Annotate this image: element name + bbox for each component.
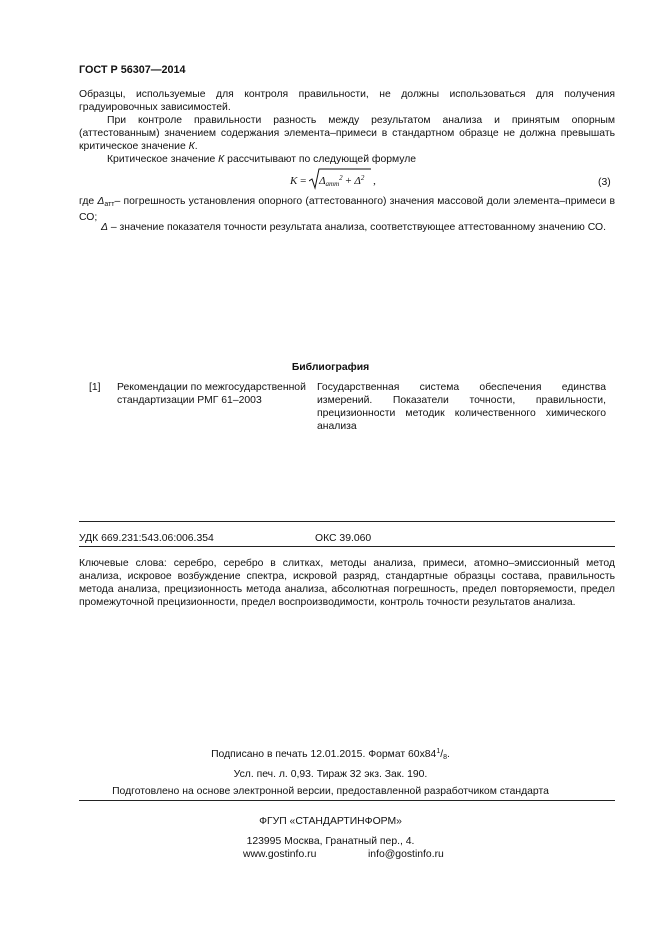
formula-equals: = bbox=[300, 175, 307, 187]
oks-code: ОКС 39.060 bbox=[315, 533, 372, 544]
publisher-address: 123995 Москва, Гранатный пер., 4. bbox=[246, 836, 415, 847]
format-numerator: 1 bbox=[436, 748, 441, 755]
bibliography-item-source: Рекомендации по межгосударственной стандартизации РМГ 61–2003 bbox=[117, 382, 306, 406]
signed-info-end: . bbox=[447, 749, 450, 760]
formula-plus: + bbox=[345, 175, 352, 187]
where-definition-1 bbox=[79, 195, 615, 224]
period: . bbox=[194, 141, 198, 152]
keywords-text: Ключевые слова: серебро, серебро в слитках, методы анализа, примеси, атомно–эмиссионный метод анализа, искровое возбуждение спектра, искровой разряд, стандартные образцы состава, правильность метода анализа, прецизионность метода анализа, абсолютная погрешность, предел повторяемости, предел промежуточной прецизионности, предел воспроизводимости, контроль точности результатов анализа. bbox=[79, 558, 615, 608]
signed-info-text: Подписано в печать 12.01.2015. Формат 60x84 bbox=[211, 749, 437, 760]
paragraph-critical-text: Критическое значение bbox=[107, 154, 219, 165]
paragraph-control-text: При контроле правильности разность между результатом анализа и принятым опорным (аттестованным) значением содержания элемента–примеси в стандартном образце не должна превышать критическое значение bbox=[79, 115, 615, 152]
formula-term1-sup: 2 bbox=[339, 174, 343, 182]
where-definition-2-text: – значение показателя точности результата анализа, соответствующее аттестованному значению СО. bbox=[107, 222, 606, 233]
paragraph-samples bbox=[79, 88, 615, 114]
sqrt-radical bbox=[309, 172, 364, 191]
udk-code: УДК 669.231:543.06:006.354 bbox=[79, 533, 214, 544]
formula-term1-sub: атт bbox=[325, 180, 340, 188]
publisher-name: ФГУП «СТАНДАРТИНФОРМ» bbox=[259, 816, 402, 827]
paragraph-control bbox=[79, 114, 615, 153]
format-denominator: 8 bbox=[443, 754, 448, 761]
sqrt-icon bbox=[309, 168, 371, 190]
where-definition-1-text: – погрешность установления опорного (аттестованного) значения массовой доли элемента–примеси в СО; bbox=[79, 196, 615, 223]
paragraph-samples-text: Образцы, используемые для контроля правильности, не должны использоваться для получения градуировочных зависимостей. bbox=[79, 89, 615, 113]
delta-subscript: атт bbox=[104, 201, 115, 208]
email-link[interactable]: info@gostinfo.ru bbox=[368, 849, 444, 860]
divider-line bbox=[79, 800, 615, 801]
where-word: где bbox=[79, 196, 98, 207]
formula-comma: , bbox=[373, 175, 376, 187]
formula-3 bbox=[290, 172, 376, 191]
print-info: Усл. печ. л. 0,93. Тираж 32 экз. Зак. 190. bbox=[233, 769, 428, 780]
bibliography-item-title: Государственная система обеспечения единства измерений. Показатели точности, правильности, прецизионности методик количественного химического анализа bbox=[317, 382, 606, 432]
paragraph-critical-end: рассчитывают по следующей формуле bbox=[224, 154, 417, 165]
divider-line bbox=[79, 521, 615, 522]
formula-term1: Δ bbox=[319, 175, 326, 187]
equation-number: (3) bbox=[598, 177, 611, 188]
delta-symbol: Δ bbox=[101, 222, 108, 233]
variable-k: К bbox=[188, 141, 195, 152]
paragraph-critical bbox=[79, 153, 615, 166]
document-header: ГОСТ Р 56307—2014 bbox=[79, 64, 186, 76]
formula-term2-sup: 2 bbox=[360, 174, 365, 182]
prepared-info: Подготовлено на основе электронной версии, предоставленной разработчиком стандарта bbox=[112, 786, 549, 797]
formula-lhs: K bbox=[290, 175, 298, 187]
bibliography-title: Библиография bbox=[291, 362, 370, 373]
delta-symbol: Δ bbox=[97, 196, 105, 207]
signed-info: Подписано в печать 12.01.2015. Формат $60x84^1/_8$. bbox=[211, 748, 450, 761]
website-link[interactable]: www.gostinfo.ru bbox=[243, 849, 317, 860]
bibliography-item-number: [1] bbox=[89, 382, 101, 393]
variable-k: К bbox=[218, 154, 225, 165]
where-definition-2 bbox=[79, 221, 615, 234]
divider-line bbox=[79, 546, 615, 547]
formula-term2: Δ bbox=[354, 175, 361, 187]
